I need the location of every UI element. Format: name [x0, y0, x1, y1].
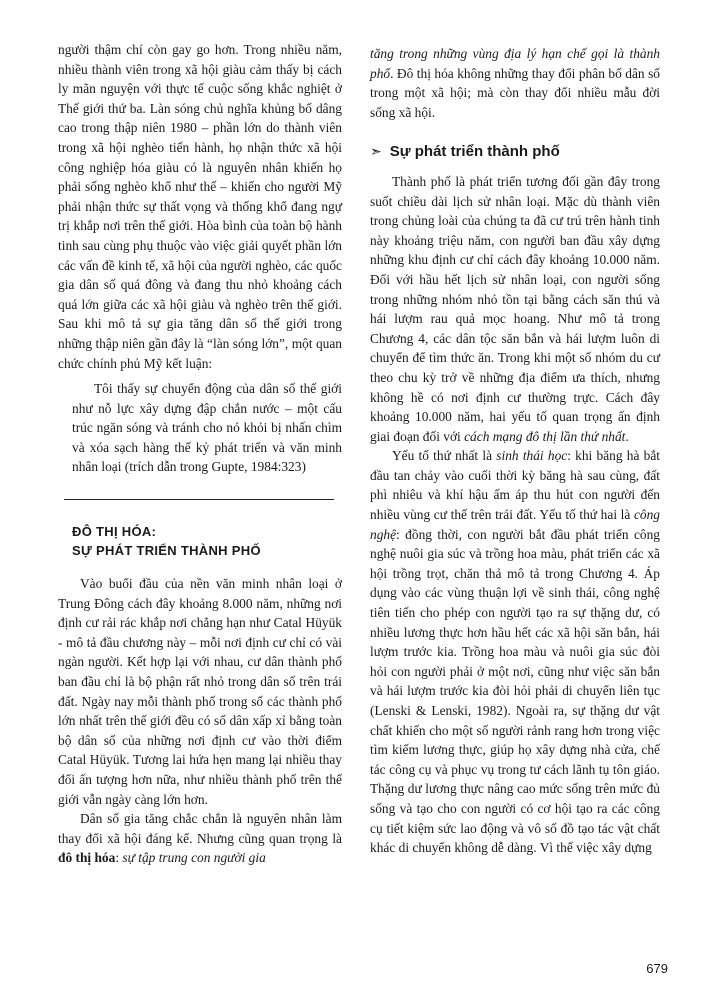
para3-colon: :	[115, 850, 123, 866]
page-number: 679	[646, 961, 668, 976]
right-paragraph-2	[370, 446, 660, 857]
term-urbanization: đô thị hóa	[58, 850, 116, 866]
diamond-arrow-icon: ➣	[370, 143, 382, 160]
definition-continued: tăng trong những vùng địa lý hạn chế gọi là thành phố	[370, 46, 660, 81]
subsection-title: Sự phát triển thành phố	[389, 143, 560, 161]
rp1-italic: cách mạng đô thị lần thứ nhất	[464, 428, 626, 444]
section-heading	[72, 522, 342, 560]
term-definition: sự tập trung con người gia	[122, 850, 266, 866]
rp2-b: : khi băng hà bắt đầu tan chảy vào cuối thời kỳ băng hà sau cùng, đất phì nhiêu và khí hậu ấm áp thu hút con người đến nhiều vùng cư thế trên trái đất. Yếu tố thứ hai là	[370, 448, 660, 523]
right-column	[370, 44, 660, 858]
rp1-text: Thành phố là phát triển tương đối gần đây trong suốt chiều dài lịch sử nhân loại. Mặc dù thành viên trong chủng loài của chúng ta đã cư trú trên hành tinh này khoảng triệu năm, con người ban đầu xây dựng những khu định cư chỉ cách đây khoảng 10.000 năm. Đối với hầu hết lịch sử nhân loại, con người sống trong những nhóm nhỏ tồn tại bằng cách săn thú và hái lượm rau quả mọc hoang. Như mô tả trong Chương 4, các dân tộc săn bắn và hái lượm luôn di chuyển để tìm thức ăn. Trong khi một số nhóm du cư theo chu kỳ trở về những địa điểm ưa thích, nhưng không hề có nơi định cư thường trực. Cách đây khoảng 10.000 năm, hai yếu tố quan trọng ấn định giai đoạn đối với	[370, 173, 660, 444]
term-ecology: sinh thái học	[496, 448, 568, 464]
section-heading-line-2: SỰ PHÁT TRIỂN THÀNH PHỐ	[72, 543, 261, 559]
rp1-end: .	[625, 428, 629, 444]
block-quote	[58, 379, 342, 477]
quote-text: Tôi thấy sự chuyển động của dân số thế giới như nỗ lực xây dựng đập chắn nước – một cấu trúc ngăn sóng và tránh cho nó khỏi bị nhấn chìm và xóa sạch hàng thế kỷ phát triển và văn minh nhân loại (trích dẫn trong Gupte, 1984:323)	[72, 381, 342, 475]
right-continuation	[370, 44, 660, 122]
rp2-a: Yếu tố thứ nhất là	[392, 448, 497, 464]
left-paragraph-2: Vào buổi đầu của nền văn minh nhân loại ở Trung Đông cách đây khoảng 8.000 năm, những nơi định cư rải rác khắp nơi chẳng hạn như Catal Hüyük - mô tả đầu chương này – mỗi nơi định cư chỉ có vài ngàn người. Kết hợp lại với nhau, cư dân thành phố ban đầu chỉ là bộ phận rất nhỏ trong dân số trên trái đất. Ngày nay mỗi thành phố trong số các thành phố lớn nhất trên thế giới đều có số dân xấp xỉ bằng toàn bộ dân số của những nơi định cư vào thời điểm Catal Hüyük. Tương lai hứa hẹn mang lại nhiều thay đổi ấn tượng hơn nữa, như nhiều thành phố trên thế giới vẫn ngày càng lớn hơn.	[58, 576, 342, 807]
right-paragraph-1	[370, 172, 660, 446]
subsection-heading	[370, 142, 660, 162]
left-paragraph-3	[58, 809, 342, 868]
para3-start: Dân số gia tăng chắc chắn là nguyên nhân làm thay đổi xã hội đáng kể. Nhưng cũng quan trọng là	[58, 811, 342, 846]
section-heading-line-1: ĐÔ THỊ HÓA:	[72, 524, 157, 540]
left-column	[58, 40, 342, 868]
rp2-c: : đồng thời, con người bắt đầu phát triển công nghệ nuôi gia súc và trồng hoa màu, phát triển các xã hội trồng trọt, chăn thả mô tả trong Chương 4. Áp dụng vào các vùng thuận lợi về sinh thái, công nghệ tiên tiến cho phép con người tạo ra sự thặng dư, có nhiều lương thực hơn hầu hết các xã hội săn bắn, hái lượm trước kia. Trồng hoa màu và nuôi gia súc đòi hỏi con người phải ở một nơi, cũng như việc săn bắn và hái lượm trước kia đòi hỏi phải di chuyển liên tục (Lenski & Lenski, 1982). Ngoài ra, sự thặng dư vật chất khiến cho một số người rảnh rang hơn trong việc tìm kiếm lương thực, giúp họ xây dựng nhà cửa, chế tác công cụ và phục vụ trong tư cách lãnh tụ tôn giáo. Thặng dư lương thực nâng cao mức sống trên mức đủ sống và tạo cho con người có cơ hội tạo ra các công cụ tiết kiệm sức lao động và vô số đồ tạo tác vật chất khác di chuyển không dễ dàng. Vì thế việc xây dựng	[370, 526, 660, 856]
continuation-rest: . Đô thị hóa không những thay đổi phân bố dân số trong một xã hội; mà còn thay đổi nhiều mẫu đời sống xã hội.	[370, 65, 660, 120]
section-divider	[64, 499, 334, 500]
term-technology: công nghệ	[370, 507, 660, 542]
left-paragraph-1: người thậm chí còn gay go hơn. Trong nhiều năm, nhiều thành viên trong xã hội giàu cảm thấy bị cách ly mãn nguyện với thực tế cuộc sống khắc nghiệt ở Thế giới thứ ba. Làn sóng chủ nghĩa khủng bố dâng cao trong thập niên 1980 – phần lớn do thành viên trong xã hội nghèo tiến hành, họ nhận thức xã hội công nghiệp hóa giàu có là nguyên nhân khiến họ phải sống nghèo khổ như thế – khiến cho người Mỹ phải nhận thức sự thất vọng và thống khổ đang ngự trị khắp nơi trên thế giới. Hòa bình của toàn bộ hành tinh sau cùng phụ thuộc vào việc giải quyết phần lớn các vấn đề kinh tế, xã hội của người nghèo, các quốc gia dân số quá đông và đang thu nhỏ khoảng cách quá lớn giữa các xã hội giàu và nghèo trên thế giới. Sau khi mô tả sự gia tăng dân số thế giới trong những thập niên gần đây là “làn sóng lớn”, một quan chức chính phủ Mỹ kết luận:	[58, 42, 342, 371]
